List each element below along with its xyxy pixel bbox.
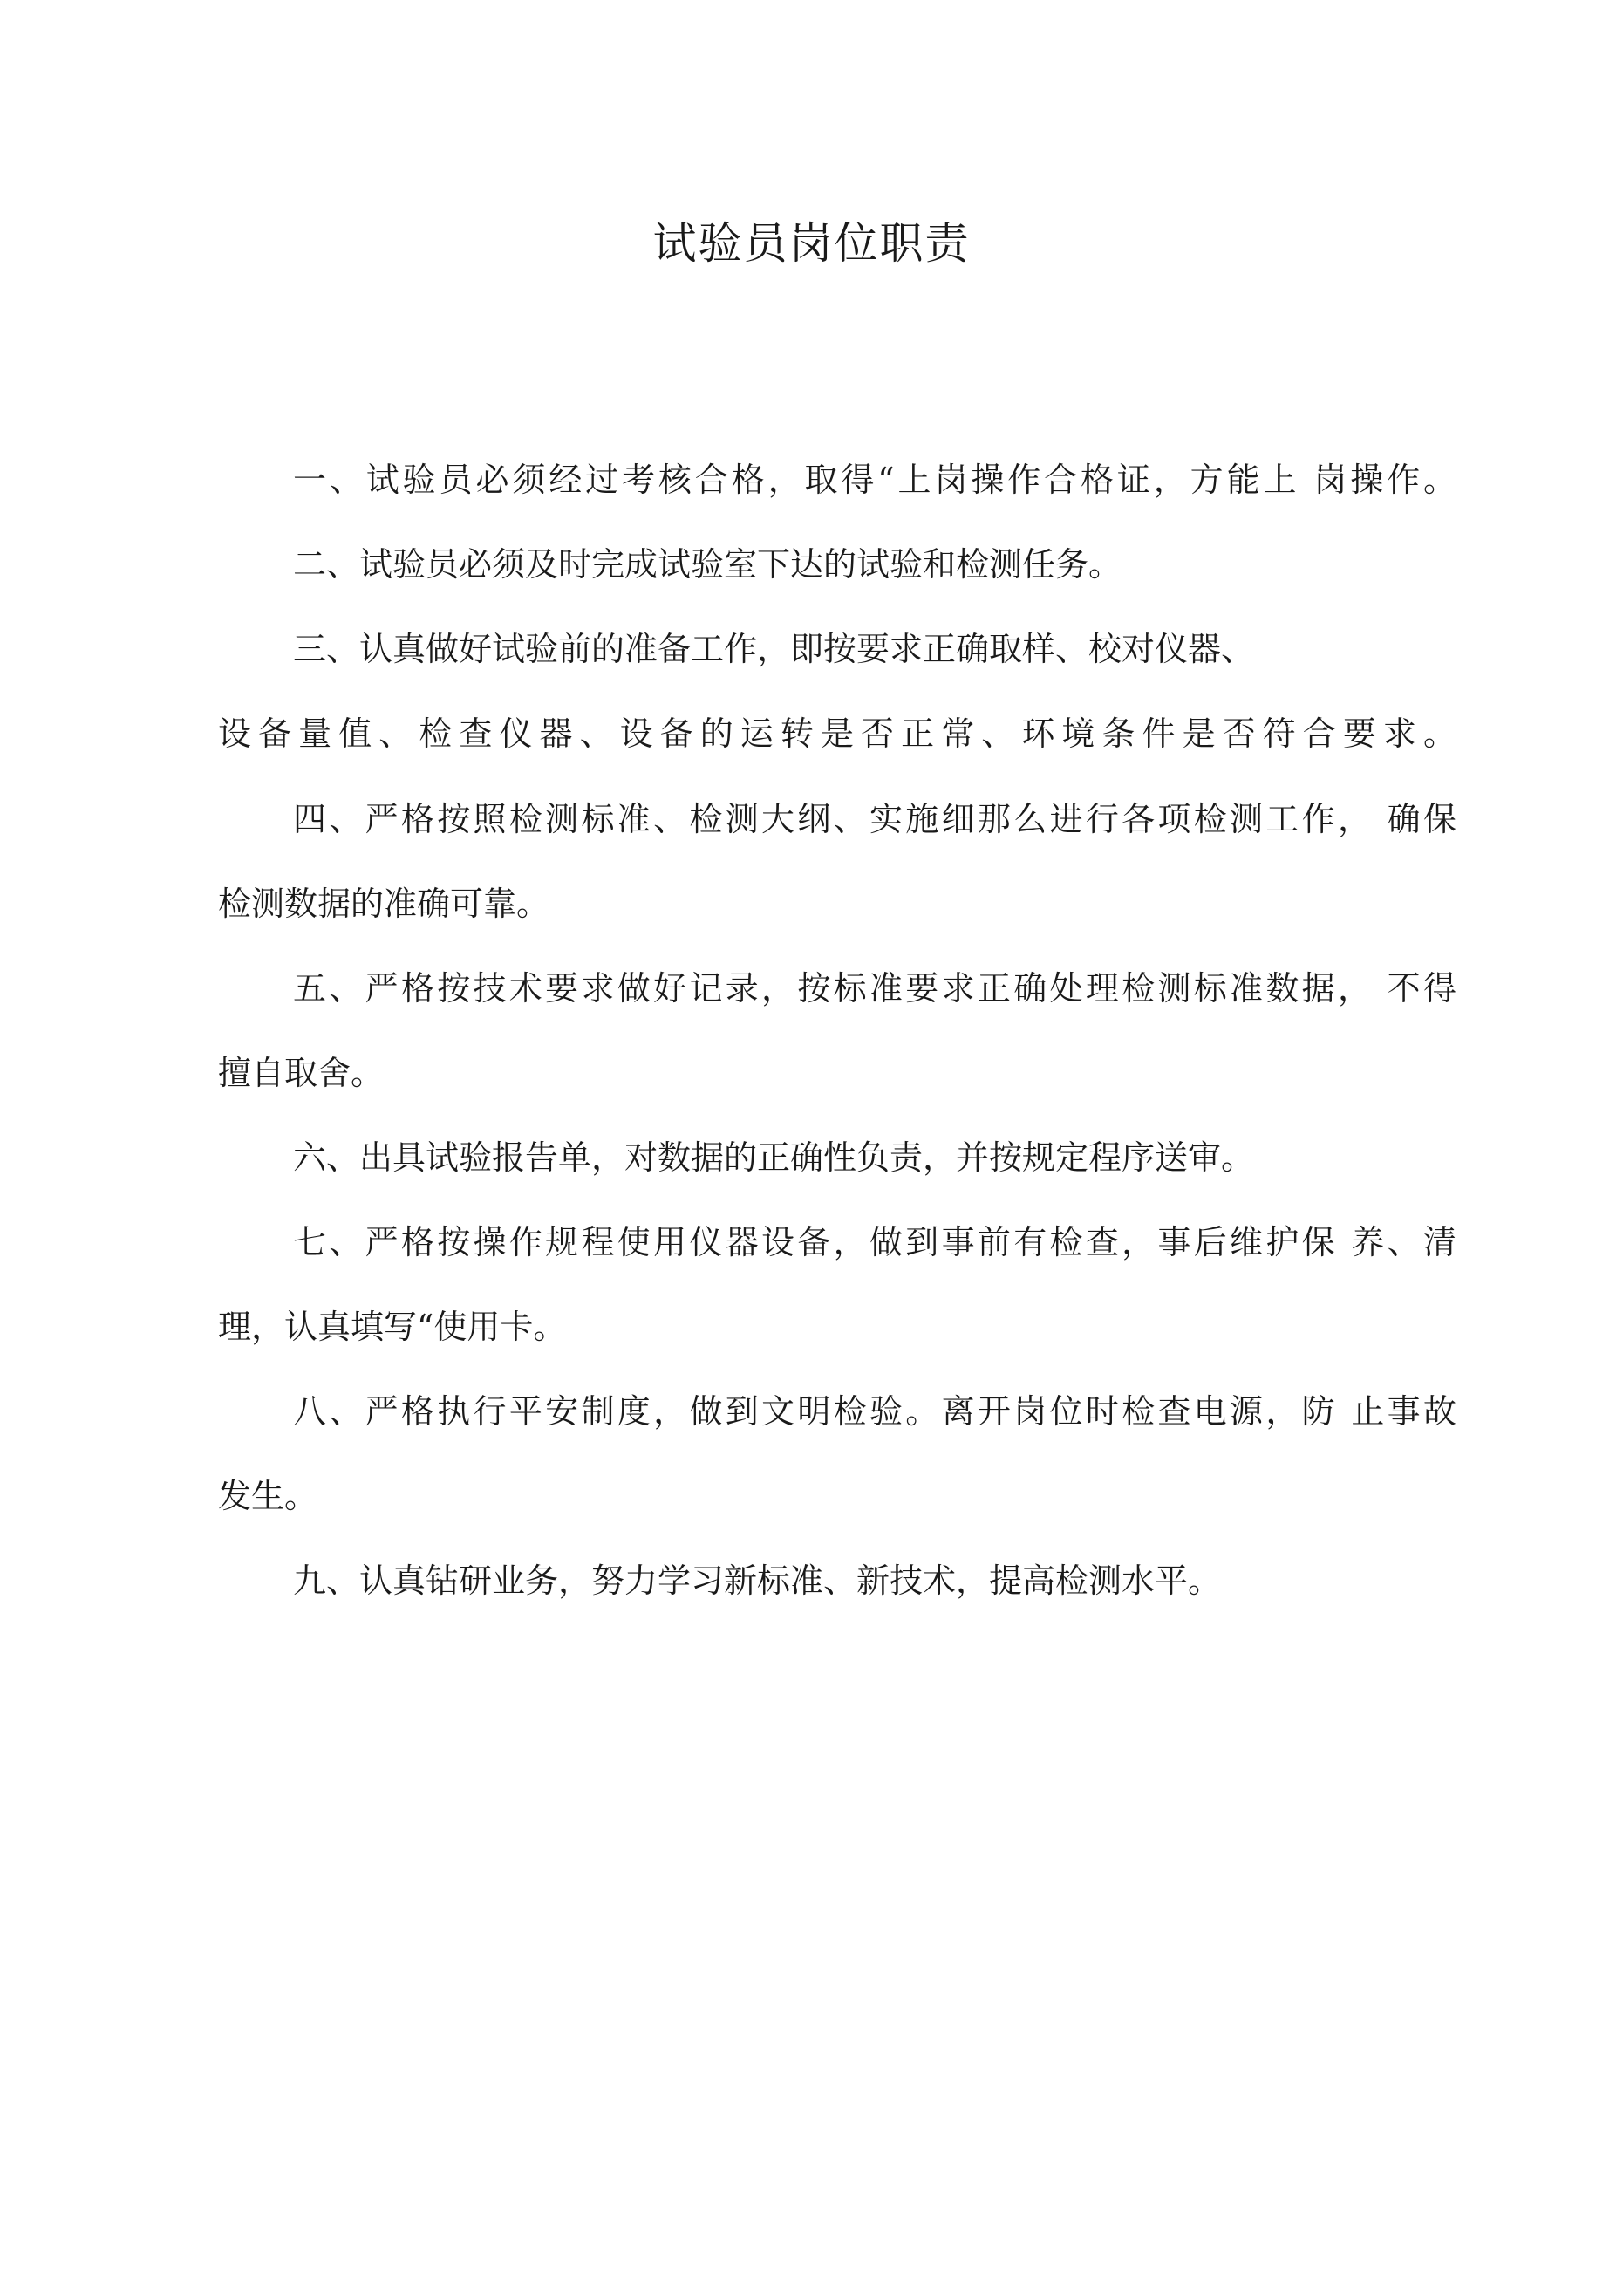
paragraph-line: 一、试验员必须经过考核合格，取得“上岗操作合格证，方能上 岗操作。 bbox=[293, 461, 1456, 499]
paragraph-line: 三、认真做好试验前的准备工作，即按要求正确取样、校对仪器、 bbox=[293, 630, 1255, 668]
paragraph-line: 四、严格按照检测标准、检测大纲、实施细那么进行各项检测工作， 确保 bbox=[293, 800, 1456, 838]
paragraph-line: 检测数据的准确可靠。 bbox=[218, 885, 550, 923]
paragraph-line: 五、严格按技术要求做好记录，按标准要求正确处理检测标准数据， 不得 bbox=[293, 969, 1456, 1008]
paragraph-line: 七、严格按操作规程使用仪器设备，做到事前有检查，事后维护保 养、清 bbox=[293, 1223, 1456, 1261]
paragraph-line: 擅自取舍。 bbox=[218, 1054, 385, 1092]
paragraph-line: 设备量值、检查仪器、设备的运转是否正常、环境条件是否符合要求。 bbox=[218, 714, 1456, 753]
paragraph-line: 二、试验员必须及时完成试验室下达的试验和检测任务。 bbox=[293, 545, 1122, 584]
paragraph-line: 八、严格执行平安制度，做到文明检验。离开岗位时检查电源，防 止事故 bbox=[293, 1392, 1456, 1431]
paragraph-line: 六、出具试验报告单，对数据的正确性负责，并按规定程序送审。 bbox=[293, 1138, 1255, 1177]
document-title: 试验员岗位职责 bbox=[652, 218, 971, 269]
paragraph-line: 九、认真钻研业务，努力学习新标准、新技术，提高检测水平。 bbox=[293, 1561, 1222, 1600]
paragraph-line: 理，认真填写“使用卡。 bbox=[218, 1308, 567, 1346]
paragraph-line: 发生。 bbox=[218, 1477, 318, 1515]
